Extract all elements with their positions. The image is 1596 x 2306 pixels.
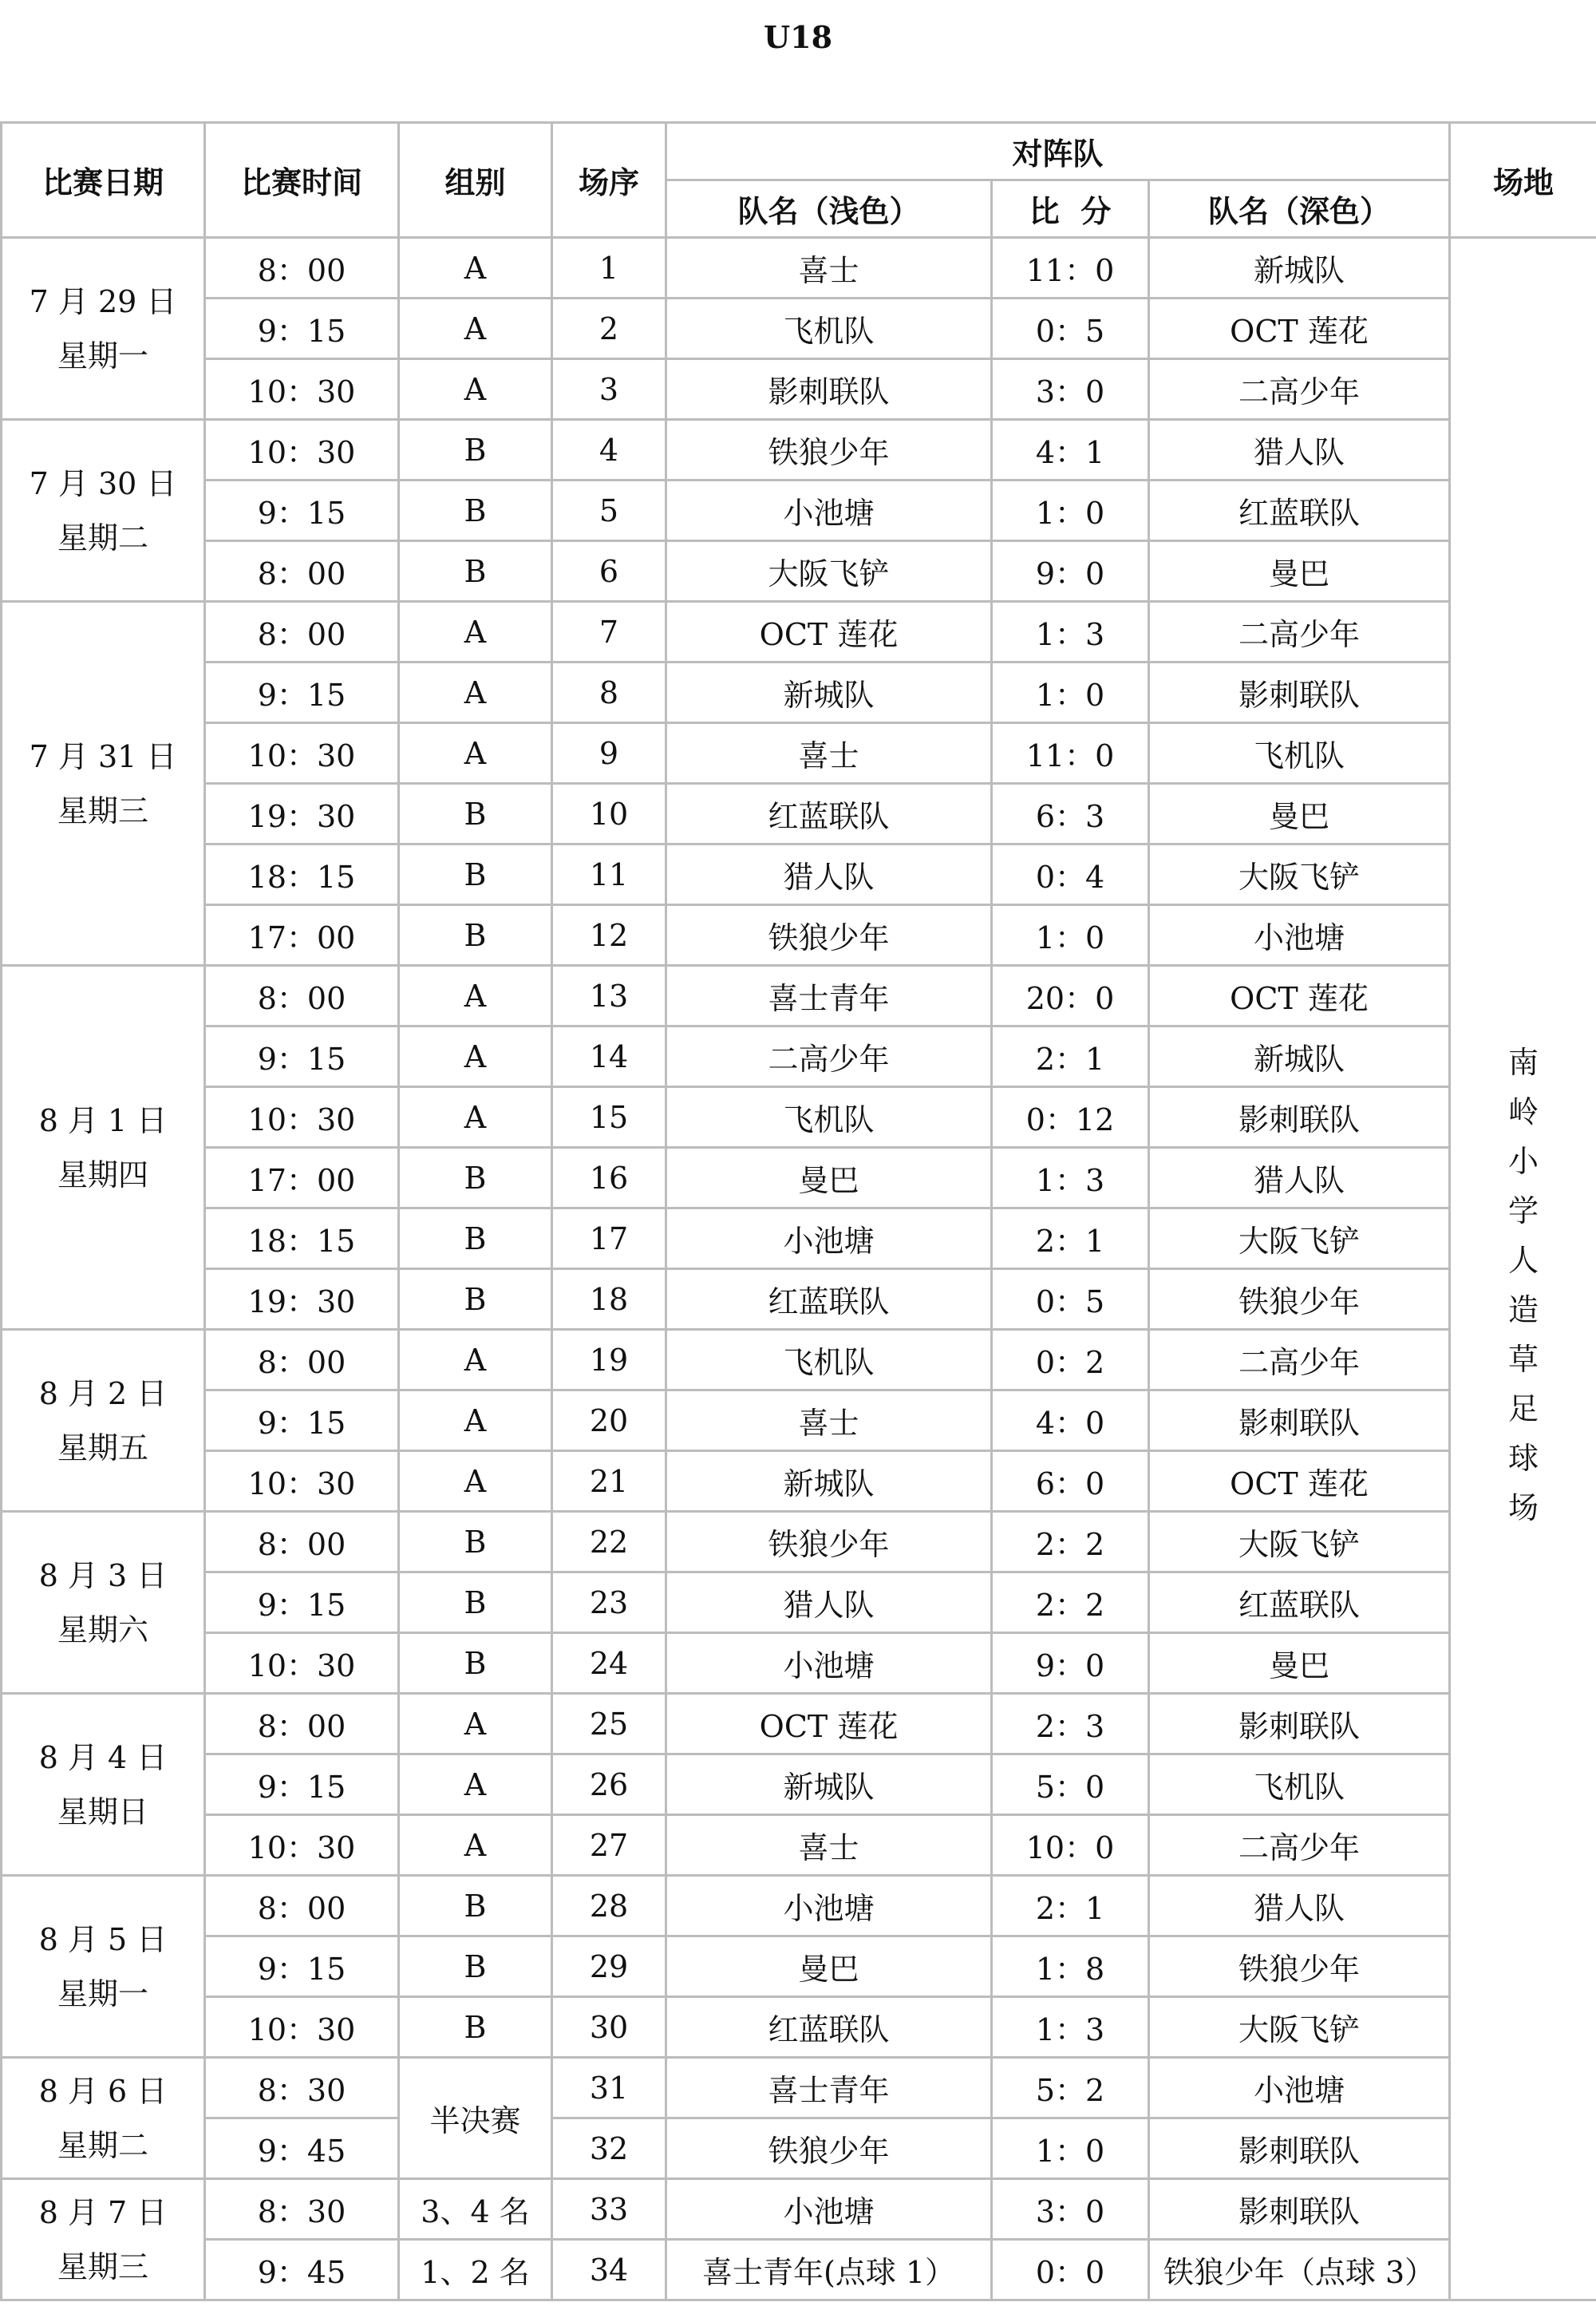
match-date-cell bbox=[2, 1876, 205, 2058]
table-row bbox=[2, 359, 1596, 420]
match-weekday: 星期四 bbox=[57, 1157, 148, 1193]
header-seq: 场序 bbox=[552, 123, 666, 238]
table-row bbox=[2, 905, 1596, 966]
match-time: 17：00 bbox=[205, 905, 399, 966]
light-team-name: 喜士 bbox=[666, 1815, 992, 1876]
match-group: A bbox=[399, 1694, 552, 1754]
dark-team-name: 铁狼少年（点球 3） bbox=[1149, 2240, 1450, 2300]
match-group: B bbox=[399, 905, 552, 966]
dark-team-name: 影刺联队 bbox=[1149, 2118, 1450, 2179]
table-row bbox=[2, 2058, 1596, 2118]
match-score: 2：1 bbox=[992, 1026, 1149, 1087]
match-date: 8 月 3 日 bbox=[38, 1557, 168, 1593]
match-score: 4：1 bbox=[992, 420, 1149, 481]
match-seq: 10 bbox=[552, 784, 666, 844]
table-row bbox=[2, 481, 1596, 541]
dark-team-name: 曼巴 bbox=[1149, 784, 1450, 844]
match-group: 3、4 名 bbox=[399, 2179, 552, 2240]
match-weekday: 星期日 bbox=[57, 1794, 148, 1829]
header-matchup: 对阵队 bbox=[666, 123, 1450, 180]
match-time: 8：00 bbox=[205, 541, 399, 602]
match-seq: 21 bbox=[552, 1451, 666, 1512]
match-seq: 1 bbox=[552, 238, 666, 299]
light-team-name: 猎人队 bbox=[666, 844, 992, 905]
match-time: 18：15 bbox=[205, 1208, 399, 1269]
venue-name bbox=[1508, 1010, 1539, 1529]
venue-char: 岭 bbox=[1508, 1094, 1539, 1129]
light-team-name: OCT 莲花 bbox=[666, 602, 992, 663]
header-dark-team: 队名（深色） bbox=[1149, 180, 1450, 238]
venue-char: 草 bbox=[1508, 1341, 1539, 1377]
match-time: 8：00 bbox=[205, 1694, 399, 1754]
light-team-name: 影刺联队 bbox=[666, 359, 992, 420]
match-time: 17：00 bbox=[205, 1148, 399, 1208]
table-row bbox=[2, 1451, 1596, 1512]
light-team-name: 喜士青年(点球 1） bbox=[666, 2240, 992, 2300]
match-group: A bbox=[399, 602, 552, 663]
match-weekday: 星期六 bbox=[57, 1612, 148, 1647]
match-seq: 14 bbox=[552, 1026, 666, 1087]
table-row bbox=[2, 2118, 1596, 2179]
table-row bbox=[2, 1269, 1596, 1330]
table-row bbox=[2, 1754, 1596, 1815]
table-row bbox=[2, 1026, 1596, 1087]
light-team-name: OCT 莲花 bbox=[666, 1694, 992, 1754]
table-row bbox=[2, 541, 1596, 602]
match-score: 5：2 bbox=[992, 2058, 1149, 2118]
match-score: 3：0 bbox=[992, 359, 1149, 420]
match-score: 2：2 bbox=[992, 1512, 1149, 1572]
match-group: B bbox=[399, 541, 552, 602]
dark-team-name: OCT 莲花 bbox=[1149, 966, 1450, 1026]
light-team-name: 铁狼少年 bbox=[666, 420, 992, 481]
match-time: 8：00 bbox=[205, 602, 399, 663]
match-score: 9：0 bbox=[992, 541, 1149, 602]
light-team-name: 小池塘 bbox=[666, 1208, 992, 1269]
match-date-cell bbox=[2, 966, 205, 1330]
dark-team-name: 飞机队 bbox=[1149, 1754, 1450, 1815]
match-seq: 23 bbox=[552, 1572, 666, 1633]
match-group: B bbox=[399, 1633, 552, 1694]
match-group: B bbox=[399, 1997, 552, 2058]
match-group: B bbox=[399, 1148, 552, 1208]
light-team-name: 铁狼少年 bbox=[666, 905, 992, 966]
match-seq: 16 bbox=[552, 1148, 666, 1208]
match-seq: 12 bbox=[552, 905, 666, 966]
light-team-name: 新城队 bbox=[666, 1451, 992, 1512]
dark-team-name: 大阪飞铲 bbox=[1149, 844, 1450, 905]
match-time: 9：45 bbox=[205, 2118, 399, 2179]
match-score: 11：0 bbox=[992, 723, 1149, 784]
dark-team-name: 小池塘 bbox=[1149, 905, 1450, 966]
dark-team-name: 铁狼少年 bbox=[1149, 1269, 1450, 1330]
page-title: U18 bbox=[763, 19, 833, 55]
match-time: 10：30 bbox=[205, 1815, 399, 1876]
schedule-body bbox=[2, 238, 1596, 2300]
match-time: 10：30 bbox=[205, 1451, 399, 1512]
dark-team-name: 影刺联队 bbox=[1149, 663, 1450, 723]
match-time: 9：15 bbox=[205, 1390, 399, 1451]
dark-team-name: 影刺联队 bbox=[1149, 1390, 1450, 1451]
match-group: B bbox=[399, 420, 552, 481]
match-time: 19：30 bbox=[205, 784, 399, 844]
table-row bbox=[2, 602, 1596, 663]
dark-team-name: 影刺联队 bbox=[1149, 1087, 1450, 1148]
table-row bbox=[2, 1694, 1596, 1754]
match-seq: 32 bbox=[552, 2118, 666, 2179]
match-weekday: 星期三 bbox=[57, 2249, 148, 2284]
match-time: 10：30 bbox=[205, 359, 399, 420]
match-seq: 2 bbox=[552, 299, 666, 359]
dark-team-name: OCT 莲花 bbox=[1149, 1451, 1450, 1512]
match-date-cell bbox=[2, 2179, 205, 2300]
match-seq: 3 bbox=[552, 359, 666, 420]
table-row bbox=[2, 1815, 1596, 1876]
match-score: 1：0 bbox=[992, 905, 1149, 966]
table-row bbox=[2, 299, 1596, 359]
table-row bbox=[2, 1997, 1596, 2058]
light-team-name: 曼巴 bbox=[666, 1148, 992, 1208]
dark-team-name: 影刺联队 bbox=[1149, 1694, 1450, 1754]
match-seq: 22 bbox=[552, 1512, 666, 1572]
light-team-name: 飞机队 bbox=[666, 1330, 992, 1390]
dark-team-name: 大阪飞铲 bbox=[1149, 1997, 1450, 2058]
header-time: 比赛时间 bbox=[205, 123, 399, 238]
match-seq: 9 bbox=[552, 723, 666, 784]
match-seq: 19 bbox=[552, 1330, 666, 1390]
light-team-name: 红蓝联队 bbox=[666, 784, 992, 844]
match-seq: 7 bbox=[552, 602, 666, 663]
match-seq: 33 bbox=[552, 2179, 666, 2240]
match-score: 2：1 bbox=[992, 1208, 1149, 1269]
match-seq: 17 bbox=[552, 1208, 666, 1269]
header-light-team: 队名（浅色） bbox=[666, 180, 992, 238]
light-team-name: 喜士 bbox=[666, 1390, 992, 1451]
table-row bbox=[2, 844, 1596, 905]
header-group: 组别 bbox=[399, 123, 552, 238]
dark-team-name: 大阪飞铲 bbox=[1149, 1512, 1450, 1572]
match-score: 9：0 bbox=[992, 1633, 1149, 1694]
match-group: B bbox=[399, 1208, 552, 1269]
match-seq: 29 bbox=[552, 1936, 666, 1997]
match-schedule-table bbox=[0, 121, 1596, 2301]
match-seq: 25 bbox=[552, 1694, 666, 1754]
venue-char: 人 bbox=[1508, 1242, 1539, 1278]
table-row bbox=[2, 1087, 1596, 1148]
venue-char: 场 bbox=[1508, 1489, 1539, 1525]
match-time: 9：15 bbox=[205, 1572, 399, 1633]
light-team-name: 小池塘 bbox=[666, 481, 992, 541]
match-date: 8 月 1 日 bbox=[38, 1102, 168, 1138]
match-seq: 27 bbox=[552, 1815, 666, 1876]
light-team-name: 飞机队 bbox=[666, 1087, 992, 1148]
match-score: 5：0 bbox=[992, 1754, 1149, 1815]
dark-team-name: 红蓝联队 bbox=[1149, 1572, 1450, 1633]
match-time: 19：30 bbox=[205, 1269, 399, 1330]
light-team-name: 红蓝联队 bbox=[666, 1269, 992, 1330]
match-group: A bbox=[399, 1087, 552, 1148]
match-date-cell bbox=[2, 2058, 205, 2179]
match-time: 9：15 bbox=[205, 1754, 399, 1815]
match-date: 7 月 29 日 bbox=[29, 283, 177, 319]
match-time: 8：30 bbox=[205, 2058, 399, 2118]
match-score: 4：0 bbox=[992, 1390, 1149, 1451]
match-score: 1：3 bbox=[992, 602, 1149, 663]
match-date: 7 月 31 日 bbox=[29, 738, 177, 774]
match-score: 6：3 bbox=[992, 784, 1149, 844]
dark-team-name: 飞机队 bbox=[1149, 723, 1450, 784]
light-team-name: 喜士 bbox=[666, 723, 992, 784]
match-group: A bbox=[399, 1026, 552, 1087]
match-time: 8：00 bbox=[205, 1512, 399, 1572]
match-score: 1：3 bbox=[992, 1997, 1149, 2058]
light-team-name: 铁狼少年 bbox=[666, 2118, 992, 2179]
dark-team-name: 二高少年 bbox=[1149, 1815, 1450, 1876]
match-group: A bbox=[399, 1754, 552, 1815]
match-seq: 18 bbox=[552, 1269, 666, 1330]
light-team-name: 猎人队 bbox=[666, 1572, 992, 1633]
light-team-name: 大阪飞铲 bbox=[666, 541, 992, 602]
match-seq: 30 bbox=[552, 1997, 666, 2058]
match-score: 1：8 bbox=[992, 1936, 1149, 1997]
header-date: 比赛日期 bbox=[2, 123, 205, 238]
match-time: 9：15 bbox=[205, 1026, 399, 1087]
light-team-name: 小池塘 bbox=[666, 1876, 992, 1936]
dark-team-name: 小池塘 bbox=[1149, 2058, 1450, 2118]
table-row bbox=[2, 663, 1596, 723]
match-date-cell bbox=[2, 602, 205, 966]
match-seq: 31 bbox=[552, 2058, 666, 2118]
dark-team-name: 大阪飞铲 bbox=[1149, 1208, 1450, 1269]
match-weekday: 星期二 bbox=[57, 520, 148, 556]
match-date-cell bbox=[2, 238, 205, 420]
table-row bbox=[2, 1572, 1596, 1633]
match-seq: 5 bbox=[552, 481, 666, 541]
match-date: 8 月 6 日 bbox=[38, 2073, 168, 2109]
match-score: 2：3 bbox=[992, 1694, 1149, 1754]
venue-char: 南 bbox=[1508, 1044, 1539, 1080]
match-time: 10：30 bbox=[205, 1087, 399, 1148]
match-group: B bbox=[399, 1936, 552, 1997]
light-team-name: 喜士青年 bbox=[666, 966, 992, 1026]
match-score: 2：1 bbox=[992, 1876, 1149, 1936]
match-group: 1、2 名 bbox=[399, 2240, 552, 2300]
match-group: B bbox=[399, 1269, 552, 1330]
match-score: 3：0 bbox=[992, 2179, 1149, 2240]
match-date-cell bbox=[2, 1694, 205, 1876]
match-group: A bbox=[399, 1451, 552, 1512]
light-team-name: 小池塘 bbox=[666, 1633, 992, 1694]
light-team-name: 曼巴 bbox=[666, 1936, 992, 1997]
match-score: 0：12 bbox=[992, 1087, 1149, 1148]
table-row bbox=[2, 1148, 1596, 1208]
table-row bbox=[2, 1512, 1596, 1572]
table-row bbox=[2, 2240, 1596, 2300]
dark-team-name: OCT 莲花 bbox=[1149, 299, 1450, 359]
match-date: 8 月 4 日 bbox=[38, 1739, 168, 1775]
table-row bbox=[2, 723, 1596, 784]
venue-char: 学 bbox=[1508, 1193, 1539, 1228]
match-seq: 13 bbox=[552, 966, 666, 1026]
match-seq: 24 bbox=[552, 1633, 666, 1694]
light-team-name: 红蓝联队 bbox=[666, 1997, 992, 2058]
light-team-name: 铁狼少年 bbox=[666, 1512, 992, 1572]
light-team-name: 新城队 bbox=[666, 663, 992, 723]
match-seq: 34 bbox=[552, 2240, 666, 2300]
dark-team-name: 猎人队 bbox=[1149, 420, 1450, 481]
match-score: 1：0 bbox=[992, 2118, 1149, 2179]
match-time: 8：00 bbox=[205, 1876, 399, 1936]
match-group: B bbox=[399, 1512, 552, 1572]
match-date: 8 月 2 日 bbox=[38, 1375, 168, 1411]
match-time: 8：00 bbox=[205, 1330, 399, 1390]
table-row bbox=[2, 420, 1596, 481]
venue-char: 球 bbox=[1508, 1440, 1539, 1476]
match-score: 6：0 bbox=[992, 1451, 1149, 1512]
light-team-name: 二高少年 bbox=[666, 1026, 992, 1087]
dark-team-name: 影刺联队 bbox=[1149, 2179, 1450, 2240]
table-row bbox=[2, 784, 1596, 844]
header-venue: 场地 bbox=[1450, 123, 1596, 238]
match-seq: 8 bbox=[552, 663, 666, 723]
dark-team-name: 曼巴 bbox=[1149, 541, 1450, 602]
match-score: 0：4 bbox=[992, 844, 1149, 905]
venue-char: 足 bbox=[1508, 1390, 1539, 1426]
table-row bbox=[2, 1936, 1596, 1997]
table-row bbox=[2, 1330, 1596, 1390]
match-time: 9：15 bbox=[205, 663, 399, 723]
match-group: B bbox=[399, 784, 552, 844]
match-group: A bbox=[399, 299, 552, 359]
match-date: 8 月 5 日 bbox=[38, 1921, 168, 1957]
match-seq: 28 bbox=[552, 1876, 666, 1936]
match-time: 9：15 bbox=[205, 1936, 399, 1997]
light-team-name: 喜士 bbox=[666, 238, 992, 299]
light-team-name: 喜士青年 bbox=[666, 2058, 992, 2118]
venue-cell bbox=[1450, 238, 1596, 2300]
match-score: 2：2 bbox=[992, 1572, 1149, 1633]
match-date-cell bbox=[2, 1512, 205, 1694]
light-team-name: 小池塘 bbox=[666, 2179, 992, 2240]
match-seq: 6 bbox=[552, 541, 666, 602]
match-weekday: 星期五 bbox=[57, 1430, 148, 1465]
match-score: 1：3 bbox=[992, 1148, 1149, 1208]
match-time: 10：30 bbox=[205, 420, 399, 481]
light-team-name: 新城队 bbox=[666, 1754, 992, 1815]
match-weekday: 星期一 bbox=[57, 1976, 148, 2011]
dark-team-name: 猎人队 bbox=[1149, 1148, 1450, 1208]
dark-team-name: 二高少年 bbox=[1149, 1330, 1450, 1390]
match-time: 9：15 bbox=[205, 481, 399, 541]
match-group: A bbox=[399, 966, 552, 1026]
table-row bbox=[2, 2179, 1596, 2240]
dark-team-name: 铁狼少年 bbox=[1149, 1936, 1450, 1997]
match-score: 0：0 bbox=[992, 2240, 1149, 2300]
match-time: 10：30 bbox=[205, 1633, 399, 1694]
venue-char: 小 bbox=[1508, 1143, 1539, 1179]
dark-team-name: 猎人队 bbox=[1149, 1876, 1450, 1936]
match-group: A bbox=[399, 1330, 552, 1390]
match-time: 9：15 bbox=[205, 299, 399, 359]
match-seq: 26 bbox=[552, 1754, 666, 1815]
match-group: 半决赛 bbox=[399, 2058, 552, 2179]
match-group: B bbox=[399, 844, 552, 905]
header-score: 比 分 bbox=[992, 180, 1149, 238]
match-group: A bbox=[399, 359, 552, 420]
match-date: 7 月 30 日 bbox=[29, 465, 177, 501]
match-score: 20：0 bbox=[992, 966, 1149, 1026]
match-score: 10：0 bbox=[992, 1815, 1149, 1876]
match-group: A bbox=[399, 238, 552, 299]
match-time: 10：30 bbox=[205, 723, 399, 784]
match-date-cell bbox=[2, 1330, 205, 1512]
table-row bbox=[2, 1876, 1596, 1936]
match-time: 10：30 bbox=[205, 1997, 399, 2058]
match-date: 8 月 7 日 bbox=[38, 2194, 168, 2230]
match-seq: 20 bbox=[552, 1390, 666, 1451]
match-group: B bbox=[399, 481, 552, 541]
match-time: 8：00 bbox=[205, 966, 399, 1026]
match-group: B bbox=[399, 1876, 552, 1936]
match-group: A bbox=[399, 723, 552, 784]
table-row bbox=[2, 1208, 1596, 1269]
match-score: 1：0 bbox=[992, 663, 1149, 723]
match-score: 0：5 bbox=[992, 299, 1149, 359]
table-row bbox=[2, 238, 1596, 299]
dark-team-name: 新城队 bbox=[1149, 238, 1450, 299]
match-time: 18：15 bbox=[205, 844, 399, 905]
table-row bbox=[2, 1633, 1596, 1694]
match-time: 9：45 bbox=[205, 2240, 399, 2300]
dark-team-name: 红蓝联队 bbox=[1149, 481, 1450, 541]
match-date-cell bbox=[2, 420, 205, 602]
match-group: B bbox=[399, 1572, 552, 1633]
match-seq: 15 bbox=[552, 1087, 666, 1148]
match-weekday: 星期一 bbox=[57, 338, 148, 374]
dark-team-name: 新城队 bbox=[1149, 1026, 1450, 1087]
light-team-name: 飞机队 bbox=[666, 299, 992, 359]
table-row bbox=[2, 1390, 1596, 1451]
match-seq: 11 bbox=[552, 844, 666, 905]
match-score: 0：2 bbox=[992, 1330, 1149, 1390]
match-score: 0：5 bbox=[992, 1269, 1149, 1330]
match-time: 8：30 bbox=[205, 2179, 399, 2240]
match-seq: 4 bbox=[552, 420, 666, 481]
dark-team-name: 二高少年 bbox=[1149, 359, 1450, 420]
match-time: 8：00 bbox=[205, 238, 399, 299]
match-weekday: 星期三 bbox=[57, 793, 148, 829]
venue-char: 造 bbox=[1508, 1291, 1539, 1327]
match-group: A bbox=[399, 663, 552, 723]
table-row bbox=[2, 966, 1596, 1026]
dark-team-name: 二高少年 bbox=[1149, 602, 1450, 663]
match-score: 1：0 bbox=[992, 481, 1149, 541]
match-score: 11：0 bbox=[992, 238, 1149, 299]
match-group: A bbox=[399, 1815, 552, 1876]
match-group: A bbox=[399, 1390, 552, 1451]
dark-team-name: 曼巴 bbox=[1149, 1633, 1450, 1694]
match-weekday: 星期二 bbox=[57, 2127, 148, 2163]
